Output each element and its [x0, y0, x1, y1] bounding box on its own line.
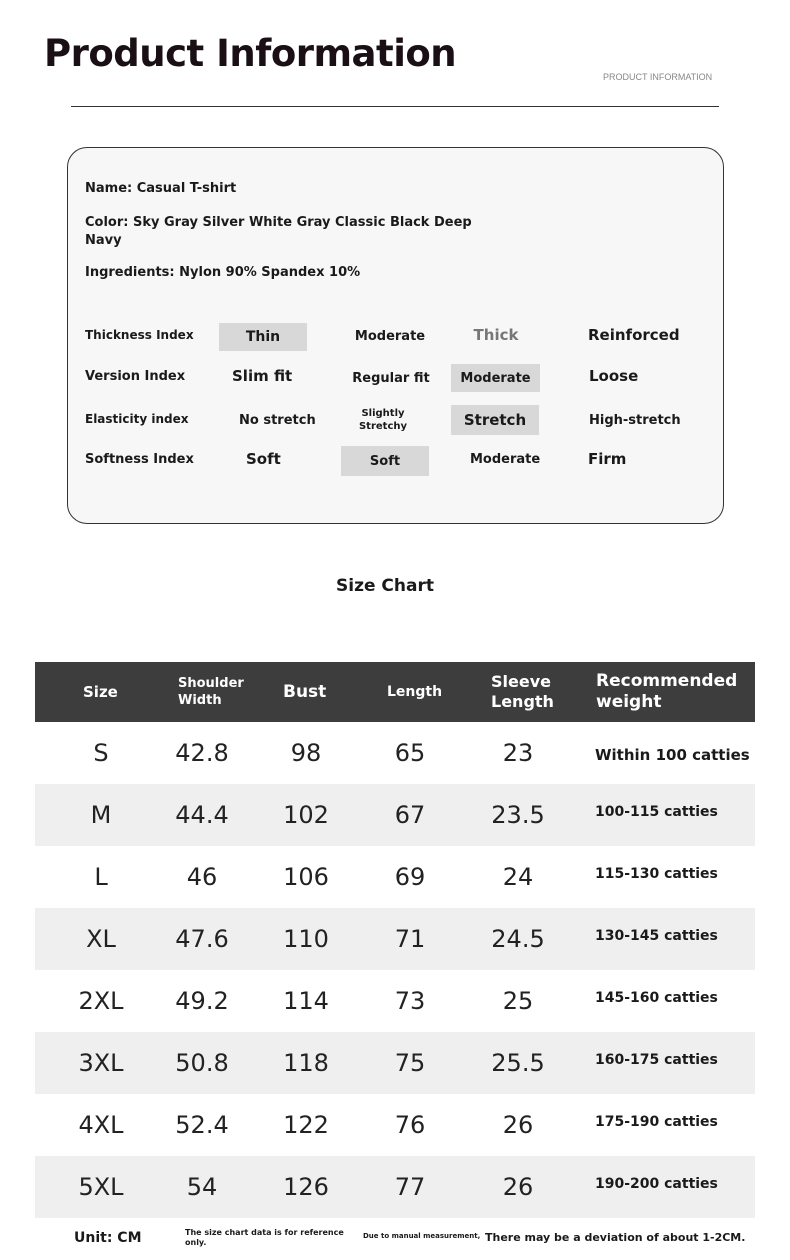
- cell-size: 4XL: [78, 1111, 124, 1139]
- cell-weight: 100-115 catties: [595, 804, 718, 820]
- cell-bust: 110: [283, 925, 329, 953]
- cell-shoulder: 42.8: [175, 739, 229, 767]
- table-row: [35, 1156, 755, 1218]
- cell-weight: 145-160 catties: [595, 990, 718, 1006]
- unit-label: Unit: CM: [74, 1230, 142, 1246]
- cell-sleeve: 23.5: [491, 801, 545, 829]
- cell-bust: 98: [290, 739, 322, 767]
- version-index-label: Version Index: [85, 369, 186, 384]
- version-option-regular-fit: Regular fit: [352, 370, 430, 386]
- header-bust: Bust: [283, 682, 327, 702]
- cell-shoulder: 44.4: [175, 801, 229, 829]
- manual-measurement-note: Due to manual measurement,: [363, 1232, 481, 1240]
- cell-length: 75: [394, 1049, 426, 1077]
- softness-option-firm: Firm: [588, 450, 627, 468]
- cell-weight: Within 100 catties: [595, 746, 750, 764]
- cell-weight: 190-200 catties: [595, 1176, 718, 1192]
- thickness-option-reinforced: Reinforced: [588, 326, 680, 344]
- cell-sleeve: 24: [502, 863, 534, 891]
- table-row: [35, 846, 755, 908]
- cell-bust: 114: [283, 987, 329, 1015]
- cell-length: 77: [394, 1173, 426, 1201]
- cell-shoulder: 46: [186, 863, 218, 891]
- cell-shoulder: 49.2: [175, 987, 229, 1015]
- table-row: [35, 1032, 755, 1094]
- cell-weight: 130-145 catties: [595, 928, 718, 944]
- cell-size: S: [93, 739, 109, 767]
- product-info-card: [67, 147, 724, 524]
- product-name: Name: Casual T-shirt: [85, 181, 237, 196]
- cell-shoulder: 47.6: [175, 925, 229, 953]
- softness-option-moderate: Moderate: [470, 451, 541, 467]
- elasticity-option-high-stretch: High-stretch: [589, 412, 681, 428]
- version-option-moderate: Moderate: [451, 364, 540, 392]
- cell-shoulder: 52.4: [175, 1111, 229, 1139]
- softness-option-soft: Soft: [246, 450, 281, 468]
- product-colors: Color: Sky Gray Silver White Gray Classic Black Deep Navy: [85, 215, 472, 248]
- cell-weight: 175-190 catties: [595, 1114, 718, 1130]
- cell-size: 2XL: [78, 987, 124, 1015]
- cell-length: 65: [394, 739, 426, 767]
- cell-size: XL: [86, 925, 116, 953]
- cell-bust: 106: [283, 863, 329, 891]
- cell-sleeve: 25: [502, 987, 534, 1015]
- version-option-loose: Loose: [589, 367, 639, 385]
- cell-sleeve: 25.5: [491, 1049, 545, 1077]
- thickness-option-moderate: Moderate: [354, 328, 426, 344]
- cell-length: 71: [394, 925, 426, 953]
- cell-size: 5XL: [78, 1173, 124, 1201]
- page-subtitle: PRODUCT INFORMATION: [603, 72, 713, 82]
- cell-length: 67: [394, 801, 426, 829]
- thickness-index-label: Thickness Index: [85, 328, 194, 342]
- cell-sleeve: 26: [502, 1173, 534, 1201]
- cell-bust: 126: [283, 1173, 329, 1201]
- cell-bust: 122: [283, 1111, 329, 1139]
- cell-bust: 118: [283, 1049, 329, 1077]
- cell-sleeve: 26: [502, 1111, 534, 1139]
- table-row: [35, 908, 755, 970]
- deviation-note: There may be a deviation of about 1-2CM.: [485, 1231, 746, 1244]
- size-table-header: [35, 662, 755, 722]
- cell-size: L: [94, 863, 108, 891]
- softness-option-soft-selected: Soft: [341, 446, 429, 476]
- header-sleeve-length: Sleeve Length: [491, 672, 554, 711]
- table-row: [35, 722, 755, 784]
- version-option-slim-fit: Slim fit: [232, 367, 293, 385]
- cell-size: 3XL: [78, 1049, 124, 1077]
- table-row: [35, 970, 755, 1032]
- cell-weight: 115-130 catties: [595, 866, 718, 882]
- thickness-option-thick: Thick: [473, 326, 519, 344]
- reference-note: The size chart data is for reference only.: [185, 1228, 344, 1247]
- cell-bust: 102: [283, 801, 329, 829]
- header-recommended-weight: Recommended weight: [596, 671, 738, 712]
- header-shoulder-width: Shoulder Width: [178, 676, 244, 708]
- table-row: [35, 784, 755, 846]
- cell-weight: 160-175 catties: [595, 1052, 718, 1068]
- page-title: Product Information: [44, 32, 457, 75]
- table-row: [35, 1094, 755, 1156]
- cell-shoulder: 50.8: [175, 1049, 229, 1077]
- size-table: [35, 662, 755, 1218]
- header-size: Size: [83, 683, 118, 701]
- thickness-option-thin: Thin: [219, 323, 307, 351]
- header-divider: [71, 106, 719, 107]
- cell-shoulder: 54: [186, 1173, 218, 1201]
- softness-index-label: Softness Index: [85, 452, 194, 467]
- size-chart-footer: [0, 1226, 790, 1260]
- size-chart-title: Size Chart: [336, 576, 434, 596]
- elasticity-index-label: Elasticity index: [85, 412, 189, 426]
- elasticity-option-slightly-stretchy: Slightly Stretchy: [358, 408, 408, 432]
- product-ingredients: Ingredients: Nylon 90% Spandex 10%: [85, 265, 361, 280]
- header-length: Length: [387, 684, 443, 700]
- elasticity-option-no-stretch: No stretch: [239, 412, 316, 428]
- elasticity-option-stretch: Stretch: [451, 405, 539, 435]
- cell-length: 69: [394, 863, 426, 891]
- cell-size: M: [90, 801, 112, 829]
- cell-sleeve: 23: [502, 739, 534, 767]
- cell-length: 76: [394, 1111, 426, 1139]
- cell-length: 73: [394, 987, 426, 1015]
- cell-sleeve: 24.5: [491, 925, 545, 953]
